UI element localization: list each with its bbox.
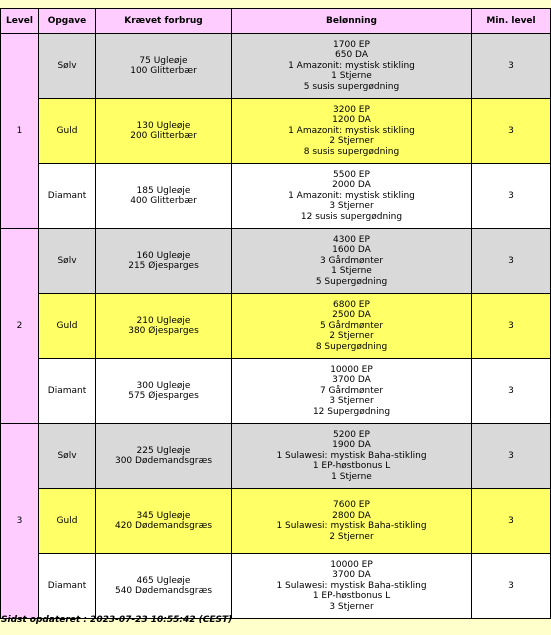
reward-item: 2800 DA xyxy=(332,510,371,521)
reward-item: 1 Amazonit: mystisk stikling xyxy=(288,190,415,201)
min-level-cell: 3 xyxy=(472,424,551,489)
reward-item: 1 Stjerne xyxy=(331,471,372,482)
reward-item: 1900 DA xyxy=(332,440,371,451)
reward-cell xyxy=(232,294,472,359)
min-level-cell: 3 xyxy=(472,229,551,294)
reward-item: 10000 EP xyxy=(330,364,373,375)
reward-item: 2 Stjerner xyxy=(329,331,374,342)
header-min-level: Min. level xyxy=(472,9,551,34)
table-row xyxy=(1,554,551,619)
reward-item: 2 Stjerner xyxy=(329,136,374,147)
required-item: 215 Øjesparges xyxy=(128,261,199,271)
reward-item: 1 Sulawesi: mystisk Baha-stikling xyxy=(276,450,427,461)
required-item: 575 Øjesparges xyxy=(128,391,199,401)
header-reward: Belønning xyxy=(232,9,472,34)
task-cell: Diamant xyxy=(39,164,96,229)
reward-item: 1 Sulawesi: mystisk Baha-stikling xyxy=(276,580,427,591)
table-row xyxy=(1,294,551,359)
min-level-cell: 3 xyxy=(472,359,551,424)
min-level-cell: 3 xyxy=(472,489,551,554)
reward-item: 3 Stjerner xyxy=(329,601,374,612)
reward-item: 3 Stjerner xyxy=(329,201,374,212)
table-header-row xyxy=(1,9,551,34)
reward-cell xyxy=(232,99,472,164)
table-row xyxy=(1,99,551,164)
task-cell: Sølv xyxy=(39,424,96,489)
required-item: 200 Glitterbær xyxy=(130,131,197,141)
reward-item: 12 susis supergødning xyxy=(300,211,403,222)
reward-item: 5200 EP xyxy=(333,429,370,440)
table-row xyxy=(1,34,551,99)
required-cell xyxy=(96,229,232,294)
required-cell xyxy=(96,164,232,229)
reward-item: 5 susis supergødning xyxy=(303,81,400,92)
required-cell xyxy=(96,359,232,424)
required-cell xyxy=(96,424,232,489)
table-row xyxy=(1,164,551,229)
table-row xyxy=(1,489,551,554)
level-cell: 1 xyxy=(1,34,39,229)
reward-cell xyxy=(232,34,472,99)
reward-cell xyxy=(232,164,472,229)
level-cell: 2 xyxy=(1,229,39,424)
reward-item: 1 Amazonit: mystisk stikling xyxy=(288,125,415,136)
reward-item: 1 EP-høstbonus L xyxy=(312,591,391,602)
min-level-cell: 3 xyxy=(472,99,551,164)
required-item: 75 Ugleøje xyxy=(139,55,188,66)
required-item: 300 Ugleøje xyxy=(136,380,191,391)
reward-cell xyxy=(232,554,472,619)
reward-item: 5500 EP xyxy=(333,169,370,180)
required-item: 160 Ugleøje xyxy=(136,250,191,261)
reward-item: 2500 DA xyxy=(332,310,371,321)
reward-cell xyxy=(232,424,472,489)
required-item: 100 Glitterbær xyxy=(130,66,197,76)
reward-item: 6800 EP xyxy=(333,299,370,310)
reward-item: 1 Amazonit: mystisk stikling xyxy=(288,60,415,71)
level-cell: 3 xyxy=(1,424,39,619)
table-row xyxy=(1,229,551,294)
reward-cell xyxy=(232,229,472,294)
reward-item: 8 Supergødning xyxy=(315,341,388,352)
task-cell: Diamant xyxy=(39,359,96,424)
reward-item: 1600 DA xyxy=(332,245,371,256)
reward-cell xyxy=(232,489,472,554)
task-cell: Diamant xyxy=(39,554,96,619)
reward-item: 12 Supergødning xyxy=(312,406,391,417)
quest-rewards-table xyxy=(0,8,551,619)
table-row xyxy=(1,424,551,489)
reward-item: 2 Stjerner xyxy=(329,531,374,542)
reward-item: 3700 DA xyxy=(332,375,371,386)
reward-item: 1 EP-høstbonus L xyxy=(312,461,391,472)
reward-item: 3 Gårdmønter xyxy=(319,255,384,266)
task-cell: Sølv xyxy=(39,229,96,294)
reward-item: 8 susis supergødning xyxy=(303,146,400,157)
reward-item: 3200 EP xyxy=(333,104,370,115)
required-cell xyxy=(96,489,232,554)
last-updated-text: Sidst opdateret : 2023-07-23 10:55:42 (CEST) xyxy=(1,615,233,625)
required-cell xyxy=(96,554,232,619)
required-item: 300 Dødemandsgræs xyxy=(114,456,213,466)
reward-item: 5 Gårdmønter xyxy=(319,320,384,331)
reward-item: 1200 DA xyxy=(332,115,371,126)
required-cell xyxy=(96,99,232,164)
required-item: 225 Ugleøje xyxy=(136,445,191,456)
required-item: 400 Glitterbær xyxy=(130,196,197,206)
reward-item: 2000 DA xyxy=(332,180,371,191)
reward-item: 1 Stjerne xyxy=(331,266,372,277)
required-item: 130 Ugleøje xyxy=(136,120,191,131)
required-item: 345 Ugleøje xyxy=(136,510,191,521)
reward-item: 1 Stjerne xyxy=(331,71,372,82)
task-cell: Sølv xyxy=(39,34,96,99)
reward-item: 7600 EP xyxy=(333,500,370,510)
required-item: 420 Dødemandsgræs xyxy=(114,521,213,531)
reward-item: 650 DA xyxy=(335,50,368,61)
required-item: 540 Dødemandsgræs xyxy=(114,586,213,596)
task-cell: Guld xyxy=(39,294,96,359)
reward-item: 5 Supergødning xyxy=(315,276,388,287)
header-required: Krævet forbrug xyxy=(96,9,232,34)
min-level-cell: 3 xyxy=(472,294,551,359)
reward-item: 3700 DA xyxy=(332,570,371,581)
reward-item: 4300 EP xyxy=(333,234,370,245)
header-level: Level xyxy=(1,9,39,34)
header-task: Opgave xyxy=(39,9,96,34)
task-cell: Guld xyxy=(39,99,96,164)
reward-item: 3 Stjerner xyxy=(329,396,374,407)
table-body xyxy=(1,34,551,619)
reward-item: 7 Gårdmønter xyxy=(319,385,384,396)
required-cell xyxy=(96,294,232,359)
required-item: 465 Ugleøje xyxy=(136,575,191,586)
required-item: 210 Ugleøje xyxy=(136,315,191,326)
task-cell: Guld xyxy=(39,489,96,554)
required-cell xyxy=(96,34,232,99)
reward-cell xyxy=(232,359,472,424)
required-item: 380 Øjesparges xyxy=(128,326,199,336)
table-row xyxy=(1,359,551,424)
reward-item: 1 Sulawesi: mystisk Baha-stikling xyxy=(276,521,427,531)
min-level-cell: 3 xyxy=(472,164,551,229)
min-level-cell: 3 xyxy=(472,554,551,619)
reward-item: 10000 EP xyxy=(330,559,373,570)
min-level-cell: 3 xyxy=(472,34,551,99)
required-item: 185 Ugleøje xyxy=(136,185,191,196)
reward-item: 1700 EP xyxy=(333,39,370,50)
